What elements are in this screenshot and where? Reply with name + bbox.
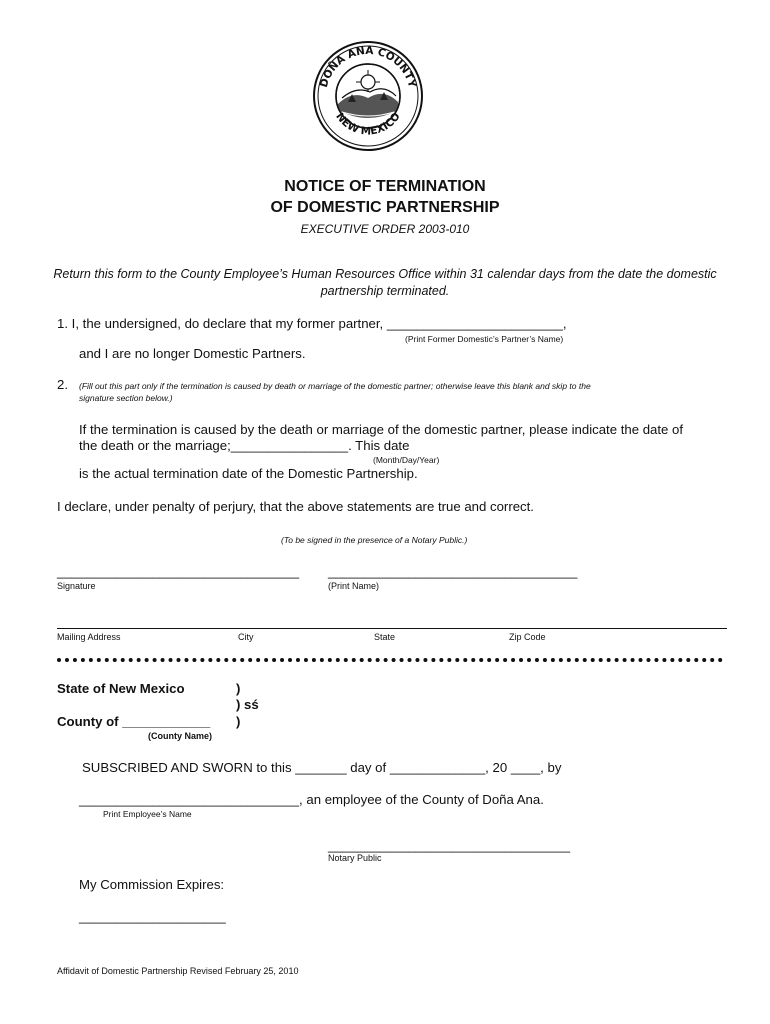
state-label: State — [374, 632, 396, 642]
mailing-address-label: Mailing Address — [57, 632, 121, 642]
former-partner-name-caption: (Print Former Domestic’s Partner’s Name) — [405, 334, 564, 344]
notary-signature-field[interactable]: _________________________________ — [328, 838, 571, 853]
item-2-note-line-1: (Fill out this part only if the termination is caused by death or marriage of the domestic partner; otherwise leave this blank and skip to the — [79, 381, 591, 391]
item-2-paragraph-line-3: is the actual termination date of the Domestic Partnership. — [79, 466, 418, 481]
item-2-paragraph-line-2: the death or the marriage;________________. This date — [79, 438, 410, 453]
notary-presence-note: (To be signed in the presence of a Notary Public.) — [281, 535, 468, 545]
subscribed-sworn-line[interactable]: SUBSCRIBED AND SWORN to this _______ day of _____________, 20 ____, by — [82, 760, 562, 775]
employee-name-line[interactable]: ______________________________, an employee of the County of Doña Ana. — [79, 792, 544, 807]
county-seal-logo — [312, 40, 424, 152]
svg-text:NEW MEXICO: NEW MEXICO — [333, 110, 403, 138]
item-2-number: 2. — [57, 377, 68, 392]
item-2-paragraph-line-1: If the termination is caused by the death or marriage of the domestic partner, please indicate the date of — [79, 422, 684, 437]
address-line[interactable] — [57, 628, 727, 629]
svg-text:DOÑA ANA COUNTY: DOÑA ANA COUNTY — [317, 44, 419, 89]
title-line-2: OF DOMESTIC PARTNERSHIP — [270, 199, 500, 216]
signature-field[interactable]: _________________________________ — [57, 564, 300, 579]
state-of-new-mexico-label: State of New Mexico — [57, 681, 185, 696]
item-2-note-line-2: signature section below.) — [79, 393, 173, 403]
executive-order-subtitle: EXECUTIVE ORDER 2003-010 — [300, 222, 470, 236]
bracket-3: ) — [236, 714, 241, 729]
return-instruction: Return this form to the County Employee’s Human Resources Office within 31 calendar days from the date the domestic partnership terminated. — [53, 267, 717, 298]
print-name-field[interactable]: __________________________________ — [328, 564, 578, 579]
item-1-line-2: and I are no longer Domestic Partners. — [79, 346, 306, 361]
bracket-1: ) — [236, 681, 241, 696]
item-1-declaration: 1. I, the undersigned, do declare that my former partner, ________________________, — [57, 316, 567, 331]
commission-expires-label: My Commission Expires: — [79, 877, 225, 892]
notary-public-label: Notary Public — [328, 853, 382, 863]
title-line-1: NOTICE OF TERMINATION — [284, 178, 486, 195]
signature-label: Signature — [57, 581, 96, 591]
zip-code-label: Zip Code — [509, 632, 546, 642]
employee-name-caption: Print Employee’s Name — [103, 809, 192, 819]
county-name-caption: (County Name) — [148, 731, 213, 741]
dotted-divider — [57, 658, 723, 662]
city-label: City — [238, 632, 254, 642]
county-of-field[interactable]: County of ____________ — [57, 714, 211, 729]
print-name-label: (Print Name) — [328, 581, 380, 591]
date-caption: (Month/Day/Year) — [373, 455, 440, 465]
commission-expires-field[interactable]: ____________________ — [79, 909, 226, 924]
bracket-ss: ) sś — [236, 697, 259, 712]
perjury-declaration: I declare, under penalty of perjury, that the above statements are true and correct. — [57, 499, 534, 514]
footer-revision-note: Affidavit of Domestic Partnership Revised February 25, 2010 — [57, 966, 299, 976]
